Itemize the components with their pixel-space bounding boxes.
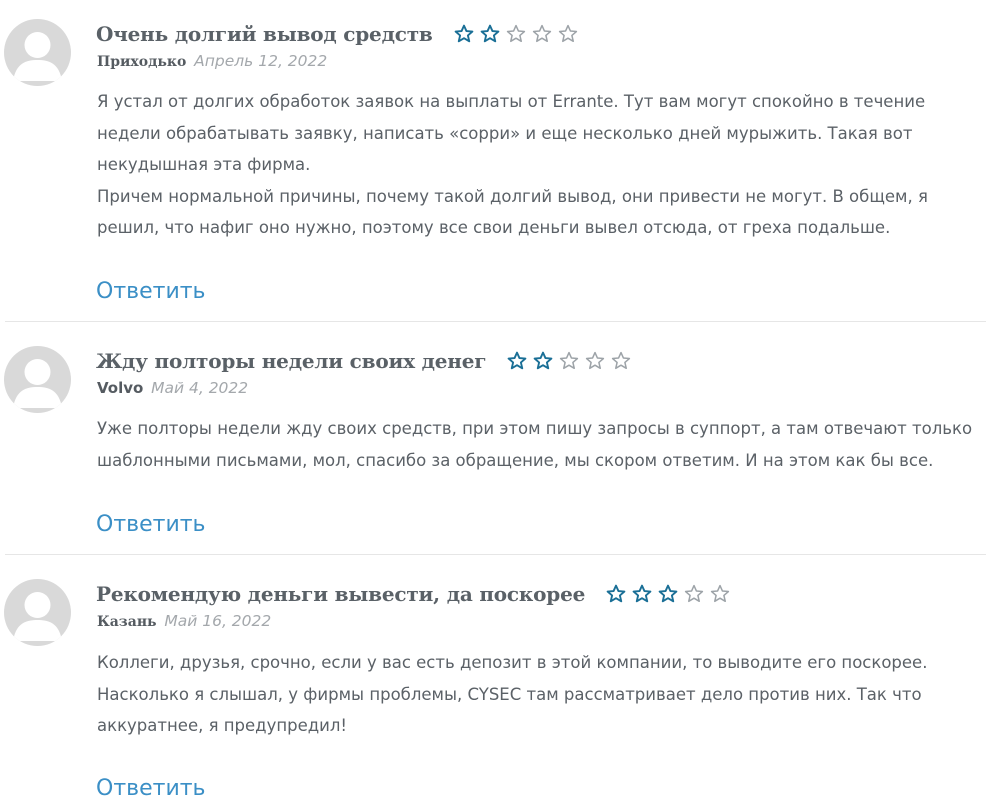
divider (5, 554, 986, 555)
review-body (97, 413, 987, 476)
star-empty-icon (585, 351, 605, 371)
user-silhouette-icon (4, 346, 71, 413)
review-body (97, 86, 987, 244)
review-author: Казань (97, 614, 157, 630)
avatar (4, 579, 71, 646)
star-empty-icon (532, 24, 552, 44)
review-date: Май 4, 2022 (151, 379, 249, 397)
review-meta (97, 612, 271, 630)
star-filled-icon (533, 351, 553, 371)
user-silhouette-icon (4, 19, 71, 86)
star-empty-icon (611, 351, 631, 371)
star-empty-icon (559, 351, 579, 371)
avatar (4, 346, 71, 413)
review-title: Рекомендую деньги вывести, да поскорее (96, 582, 586, 606)
star-filled-icon (480, 24, 500, 44)
review-meta (97, 379, 248, 397)
review-author: Volvo (97, 379, 144, 397)
review-title: Жду полторы недели своих денег (96, 349, 487, 373)
review-meta (97, 52, 327, 70)
reply-link[interactable]: Ответить (96, 776, 206, 801)
review-title-row (96, 19, 584, 49)
review-body (97, 647, 987, 742)
user-silhouette-icon (4, 579, 71, 646)
reply-link[interactable]: Ответить (96, 279, 206, 304)
divider (5, 321, 986, 322)
review-title-row (96, 346, 637, 376)
star-rating (606, 584, 736, 604)
review-date: Май 16, 2022 (164, 612, 272, 630)
review-paragraph: Уже полторы недели жду своих средств, при этом пишу запросы в суппорт, а там отвечают только шаблонными письмами, мол, спасибо за обращение, мы скором ответим. И на этом как бы все. (97, 419, 973, 470)
reply-link[interactable]: Ответить (96, 512, 206, 537)
star-empty-icon (684, 584, 704, 604)
review-date: Апрель 12, 2022 (194, 52, 328, 70)
review-title: Очень долгий вывод средств (96, 22, 433, 46)
review-paragraph: Коллеги, друзья, срочно, если у вас есть депозит в этой компании, то выводите его поскорее. Насколько я слышал, у фирмы проблемы, CYSEC там рассматривает дело против них. Так что аккуратнее, я предупредил! (97, 653, 928, 735)
review-paragraph: Причем нормальной причины, почему такой долгий вывод, они привести не могут. В общем, я решил, что нафиг оно нужно, поэтому все свои деньги вывел отсюда, от греха подальше. (97, 186, 928, 237)
star-filled-icon (507, 351, 527, 371)
star-empty-icon (558, 24, 578, 44)
star-filled-icon (658, 584, 678, 604)
star-filled-icon (606, 584, 626, 604)
review-paragraph: Я устал от долгих обработок заявок на выплаты от Errante. Тут вам могут спокойно в течение недели обрабатывать заявку, написать «сорри» и еще несколько дней мурыжить. Такая вот некудышная эта фирма. (97, 92, 926, 174)
review-title-row (96, 579, 736, 609)
review-author: Приходько (97, 54, 187, 70)
star-filled-icon (454, 24, 474, 44)
avatar (4, 19, 71, 86)
star-empty-icon (710, 584, 730, 604)
star-rating (454, 24, 584, 44)
star-empty-icon (506, 24, 526, 44)
star-rating (507, 351, 637, 371)
star-filled-icon (632, 584, 652, 604)
